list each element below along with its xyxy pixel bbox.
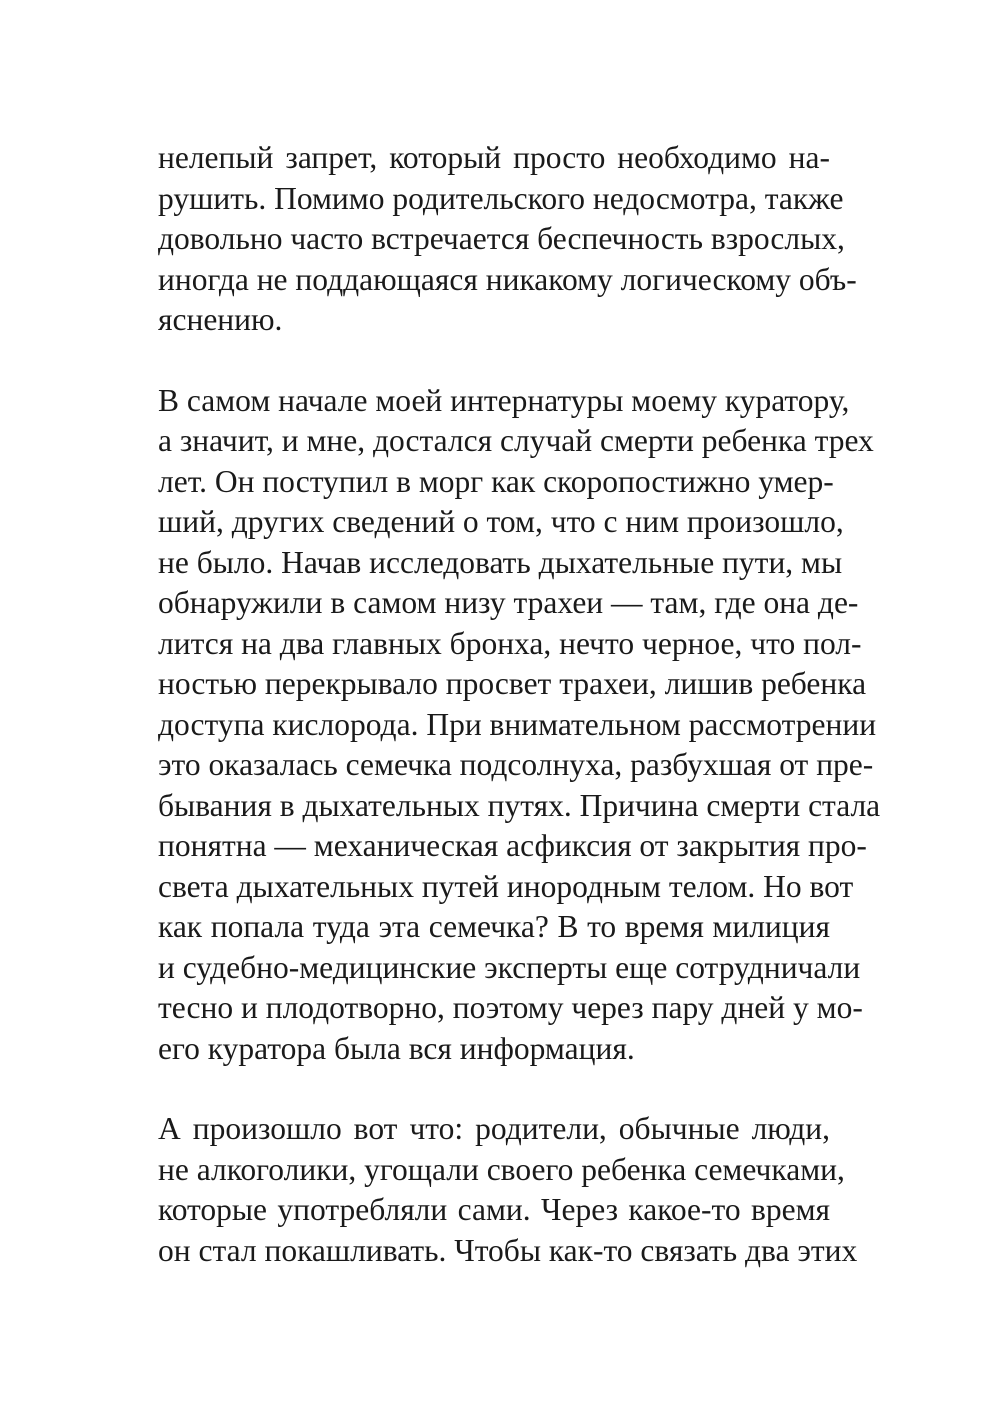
body-text [158, 138, 881, 1271]
text-line: как попала туда эта семечка? В то время милиция [158, 909, 830, 944]
text-line: довольно часто встречается беспечность взрослых, [158, 221, 845, 256]
text-line: он стал покашливать. Чтобы как-то связать два этих [158, 1232, 858, 1268]
text-line: бывания в дыхательных путях. Причина смерти стала [158, 787, 881, 823]
text-line: яснению. [158, 302, 283, 337]
text-line: не алкоголики, угощали своего ребенка семечками, [158, 1151, 845, 1187]
text-line: ностью перекрывало просвет трахеи, лишив ребенка [158, 666, 867, 701]
paragraph-1 [158, 138, 857, 341]
text-line: иногда не поддающаяся никакому логическому объ- [158, 261, 857, 297]
text-line: а значит, и мне, достался случай смерти ребенка трех [158, 423, 874, 458]
text-line: рушить. Помимо родительского недосмотра, также [158, 180, 844, 216]
text-line: которые употребляли сами. Через какое-то время [158, 1192, 830, 1227]
text-line: доступа кислорода. При внимательном рассмотрении [158, 706, 877, 742]
text-line: тесно и плодотворно, поэтому через пару дней у мо- [158, 990, 863, 1025]
text-line: это оказалась семечка подсолнуха, разбухшая от пре- [158, 747, 874, 782]
text-line: лет. Он поступил в морг как скоропостижно умер- [158, 463, 834, 499]
text-line: лится на два главных бронха, нечто черное, что пол- [158, 625, 862, 661]
text-line: и судебно-медицинские эксперты еще сотрудничали [158, 949, 861, 985]
text-line: понятна — механическая асфиксия от закрытия про- [158, 828, 867, 863]
text-line: света дыхательных путей инородным телом. Но вот [158, 868, 854, 904]
text-line: не было. Начав исследовать дыхательные пути, мы [158, 544, 843, 580]
text-line: В самом начале моей интернатуры моему куратору, [158, 382, 850, 418]
text-line: нелепый запрет, который просто необходимо на- [158, 140, 830, 175]
text-line: обнаружили в самом низу трахеи — там, где она де- [158, 585, 859, 620]
paragraph-2 [158, 381, 881, 1070]
text-line: А произошло вот что: родители, обычные люди, [158, 1111, 830, 1146]
text-line: его куратора была вся информация. [158, 1030, 635, 1066]
paragraph-3 [158, 1109, 858, 1271]
text-line: ший, других сведений о том, что с ним произошло, [158, 504, 844, 539]
